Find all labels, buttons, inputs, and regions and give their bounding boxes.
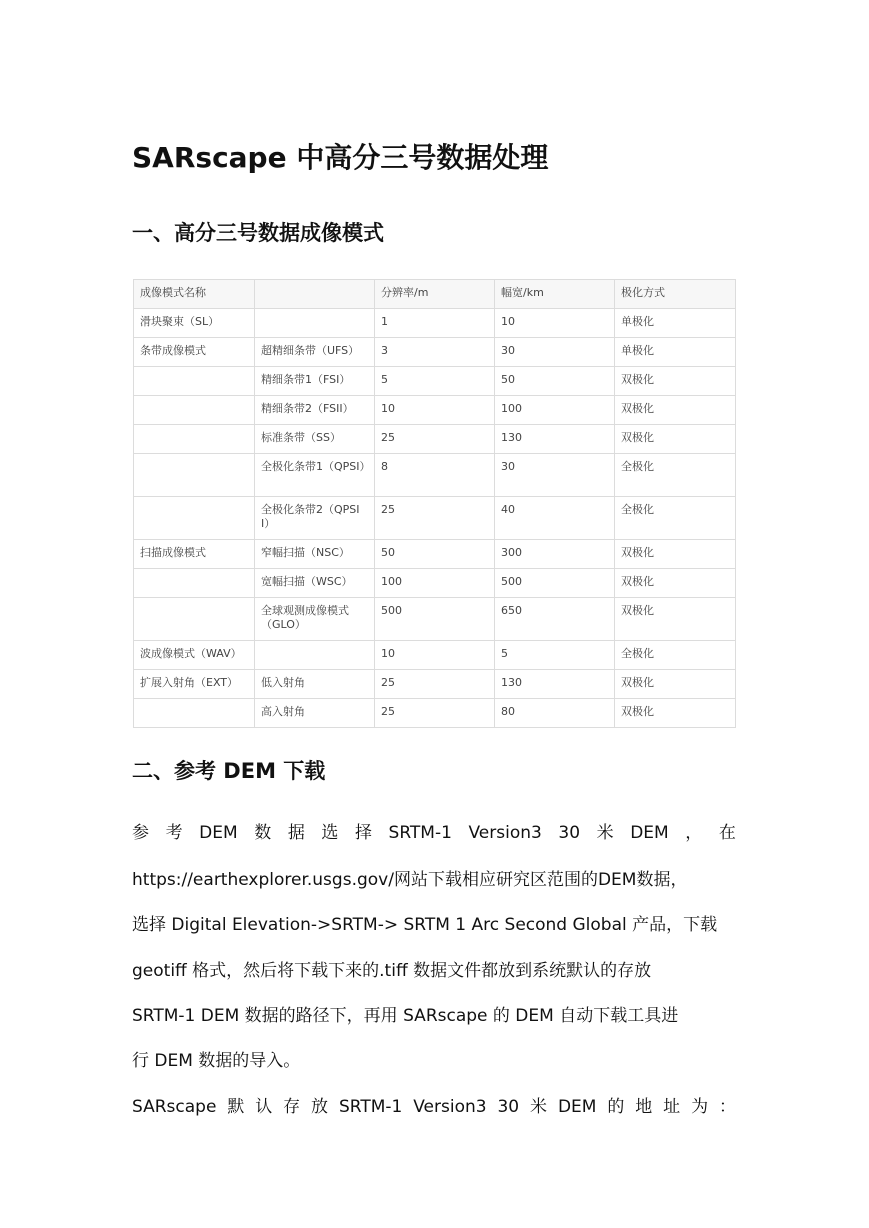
table-cell: 全球观测成像模式（GLO） [255,598,375,641]
table-cell: 全极化 [615,641,736,670]
table-cell: 25 [375,425,495,454]
table-cell: 双极化 [615,425,736,454]
paragraph-word: SRTM-1 [388,823,452,843]
paragraph2-line-justified [132,1096,736,1118]
table-cell: 1 [375,309,495,338]
paragraph-word: 默 [227,1097,245,1117]
paragraph-word: DEM [557,1097,597,1117]
table-cell: 幅宽/km [495,280,615,309]
table-cell: 50 [375,540,495,569]
table-cell [134,454,255,497]
table-cell: 成像模式名称 [134,280,255,309]
paragraph-word: 30 [497,1097,520,1117]
paragraph-word: Version3 [413,1097,487,1117]
paragraph-word: 数 [254,823,272,843]
table-cell: 滑块聚束（SL） [134,309,255,338]
section1-heading: 一、高分三号数据成像模式 [132,221,384,245]
table-cell: 扫描成像模式 [134,540,255,569]
table-cell: 8 [375,454,495,497]
table-row [134,641,736,670]
table-cell: 100 [495,396,615,425]
table-cell: 双极化 [615,540,736,569]
table-cell: 极化方式 [615,280,736,309]
paragraph-word: 放 [311,1097,329,1117]
table-header-row [134,280,736,309]
paragraph-word: 参 [132,823,149,843]
paragraph-line-justified [132,822,736,844]
table-row [134,497,736,540]
table-cell [255,280,375,309]
table-cell [134,425,255,454]
table-row [134,338,736,367]
table-cell: 25 [375,699,495,728]
paragraph-word: ： [718,1097,736,1117]
table-cell: 单极化 [615,338,736,367]
table-cell: 条带成像模式 [134,338,255,367]
table-cell: 100 [375,569,495,598]
paragraph-word: 为 [691,1097,709,1117]
paragraph-word: 选 [321,823,339,843]
paragraph-word: ， [685,823,703,843]
table-row [134,367,736,396]
table-cell: 130 [495,670,615,699]
imaging-modes-table-body [134,280,736,728]
table-cell: 40 [495,497,615,540]
table-cell: 300 [495,540,615,569]
table-cell: 双极化 [615,367,736,396]
paragraph-word: 米 [596,823,614,843]
paragraph-word: 据 [287,823,305,843]
table-cell: 低入射角 [255,670,375,699]
table-cell [134,367,255,396]
paragraph-line: SRTM-1 DEM 数据的路径下，再用 SARscape 的 DEM 自动下载工具进 [132,1006,679,1026]
table-cell [134,699,255,728]
table-cell: 双极化 [615,569,736,598]
paragraph-word: 认 [255,1097,273,1117]
table-cell: 500 [495,569,615,598]
table-cell [255,641,375,670]
table-row [134,670,736,699]
paragraph-word: 址 [663,1097,681,1117]
table-cell: 超精细条带（UFS） [255,338,375,367]
table-cell: 10 [495,309,615,338]
table-cell: 分辨率/m [375,280,495,309]
paragraph-line: https://earthexplorer.usgs.gov/网站下载相应研究区范围的DEM数据， [132,870,688,890]
table-row [134,425,736,454]
table-cell: 宽幅扫描（WSC） [255,569,375,598]
table-row [134,309,736,338]
table-cell: 精细条带1（FSI） [255,367,375,396]
paragraph-word: 米 [530,1097,548,1117]
table-cell: 全极化 [615,454,736,497]
table-cell: 5 [495,641,615,670]
paragraph-word: DEM [199,823,238,843]
table-cell: 130 [495,425,615,454]
table-cell: 5 [375,367,495,396]
table-cell: 10 [375,396,495,425]
paragraph-line: 选择 Digital Elevation->SRTM-> SRTM 1 Arc Second Global 产品，下载 [132,915,718,935]
table-cell: 全极化条带1（QPSI） [255,454,375,497]
table-cell [134,497,255,540]
paragraph-word: 的 [607,1097,625,1117]
table-cell: 单极化 [615,309,736,338]
table-row [134,396,736,425]
paragraph-word: 30 [558,823,581,843]
section2-heading: 二、参考 DEM 下载 [132,759,326,783]
table-cell: 双极化 [615,598,736,641]
table-cell: 波成像模式（WAV） [134,641,255,670]
table-cell: 窄幅扫描（NSC） [255,540,375,569]
table-cell: 双极化 [615,396,736,425]
paragraph-word: 择 [354,823,372,843]
table-cell: 全极化 [615,497,736,540]
table-cell: 30 [495,454,615,497]
paragraph-word: DEM [630,823,669,843]
table-row [134,540,736,569]
paragraph-word: SRTM-1 [338,1097,403,1117]
paragraph-word: 存 [283,1097,301,1117]
paragraph-word: SARscape [132,1097,217,1117]
paragraph-word: Version3 [468,823,542,843]
table-cell: 标准条带（SS） [255,425,375,454]
table-cell: 500 [375,598,495,641]
table-cell: 30 [495,338,615,367]
table-cell [134,396,255,425]
table-row [134,598,736,641]
table-cell [134,598,255,641]
table-cell: 双极化 [615,699,736,728]
table-cell: 25 [375,670,495,699]
table-cell: 25 [375,497,495,540]
table-cell: 3 [375,338,495,367]
table-cell [255,309,375,338]
paragraph-word: 地 [635,1097,653,1117]
paragraph-word: 考 [165,823,183,843]
paragraph-line: geotiff 格式，然后将下载下来的.tiff 数据文件都放到系统默认的存放 [132,961,652,981]
table-cell: 80 [495,699,615,728]
table-row [134,569,736,598]
table-row [134,454,736,497]
table-cell: 扩展入射角（EXT） [134,670,255,699]
table-cell: 50 [495,367,615,396]
table-cell: 双极化 [615,670,736,699]
table-cell [134,569,255,598]
table-cell: 精细条带2（FSII） [255,396,375,425]
document-title: SARscape 中高分三号数据处理 [132,141,549,174]
imaging-modes-table [133,279,736,728]
table-cell: 650 [495,598,615,641]
table-row [134,699,736,728]
table-cell: 高入射角 [255,699,375,728]
table-cell: 10 [375,641,495,670]
table-cell: 全极化条带2（QPSII） [255,497,375,540]
paragraph-word: 在 [718,823,736,843]
paragraph-line: 行 DEM 数据的导入。 [132,1051,301,1071]
